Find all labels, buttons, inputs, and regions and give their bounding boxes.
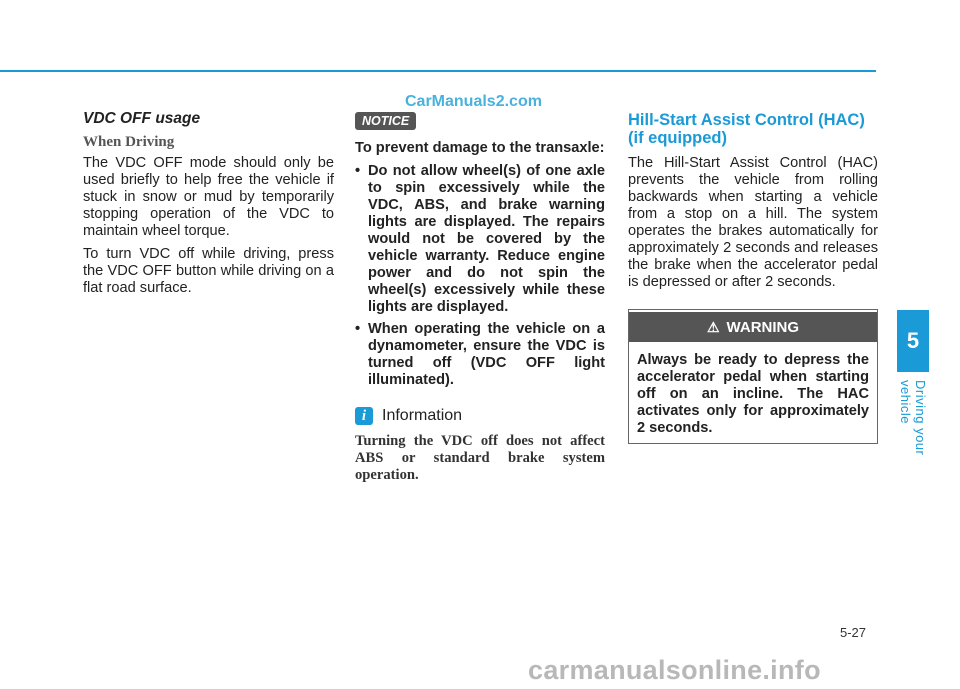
section-heading: VDC OFF usage — [83, 110, 201, 127]
list-item: • Do not allow wheel(s) of one axle to spin excessively while the VDC, ABS, and brake warning lights are displayed. The repairs would not be covered by the vehicle warranty. Reduce engine power and do not spin the wheel(s) excessively while these lights are displayed. — [355, 163, 605, 315]
paragraph: The Hill-Start Assist Control (HAC) prevents the vehicle from rolling backwards when starting a vehicle from a stop on a hill. The system operates the brakes automatically for approximately 2 seconds and releases the brake when the accelerator pedal is depressed or after 2 seconds. — [628, 155, 878, 290]
notice-badge: NOTICE — [355, 112, 416, 130]
warning-text: Always be ready to depress the accelerator pedal when starting off on an incline. The HAC activates only for approximately 2 seconds. — [637, 352, 869, 436]
column-vdc-off-usage — [83, 108, 334, 303]
list-item: • When operating the vehicle on a dynamometer, ensure the VDC is turned off (VDC OFF light illuminated). — [355, 321, 605, 388]
information-title: Information — [382, 407, 463, 424]
notice-list — [355, 163, 605, 389]
section-title: Hill-Start Assist Control (HAC) (if equipped) — [628, 111, 865, 147]
subsection-heading: When Driving — [83, 134, 175, 150]
warning-label: WARNING — [726, 318, 800, 336]
column-hac — [628, 108, 878, 297]
paragraph: The VDC OFF mode should only be used briefly to help free the vehicle if stuck in snow or mud by temporarily stopping operation of the VDC to maintain wheel torque. — [83, 155, 334, 239]
information-header — [355, 407, 605, 425]
chapter-tab[interactable]: 5 — [897, 310, 929, 372]
warning-triangle-icon: ⚠ — [706, 318, 720, 335]
top-rule — [0, 70, 876, 72]
paragraph: To turn VDC off while driving, press the VDC OFF button while driving on a flat road surface. — [83, 246, 334, 296]
warning-header — [629, 312, 877, 342]
watermark-link[interactable]: CarManuals2.com — [405, 93, 542, 110]
info-icon: i — [355, 407, 373, 425]
warning-box — [628, 309, 878, 444]
column-notice — [355, 108, 605, 484]
information-text: Turning the VDC off does not affect ABS or standard brake system operation. — [355, 433, 605, 483]
page-number: 5-27 — [840, 625, 867, 640]
chapter-title: Driving your vehicle — [898, 380, 928, 456]
footer-watermark[interactable]: carmanualsonline.info — [528, 655, 821, 685]
notice-intro: To prevent damage to the transaxle: — [355, 140, 605, 156]
